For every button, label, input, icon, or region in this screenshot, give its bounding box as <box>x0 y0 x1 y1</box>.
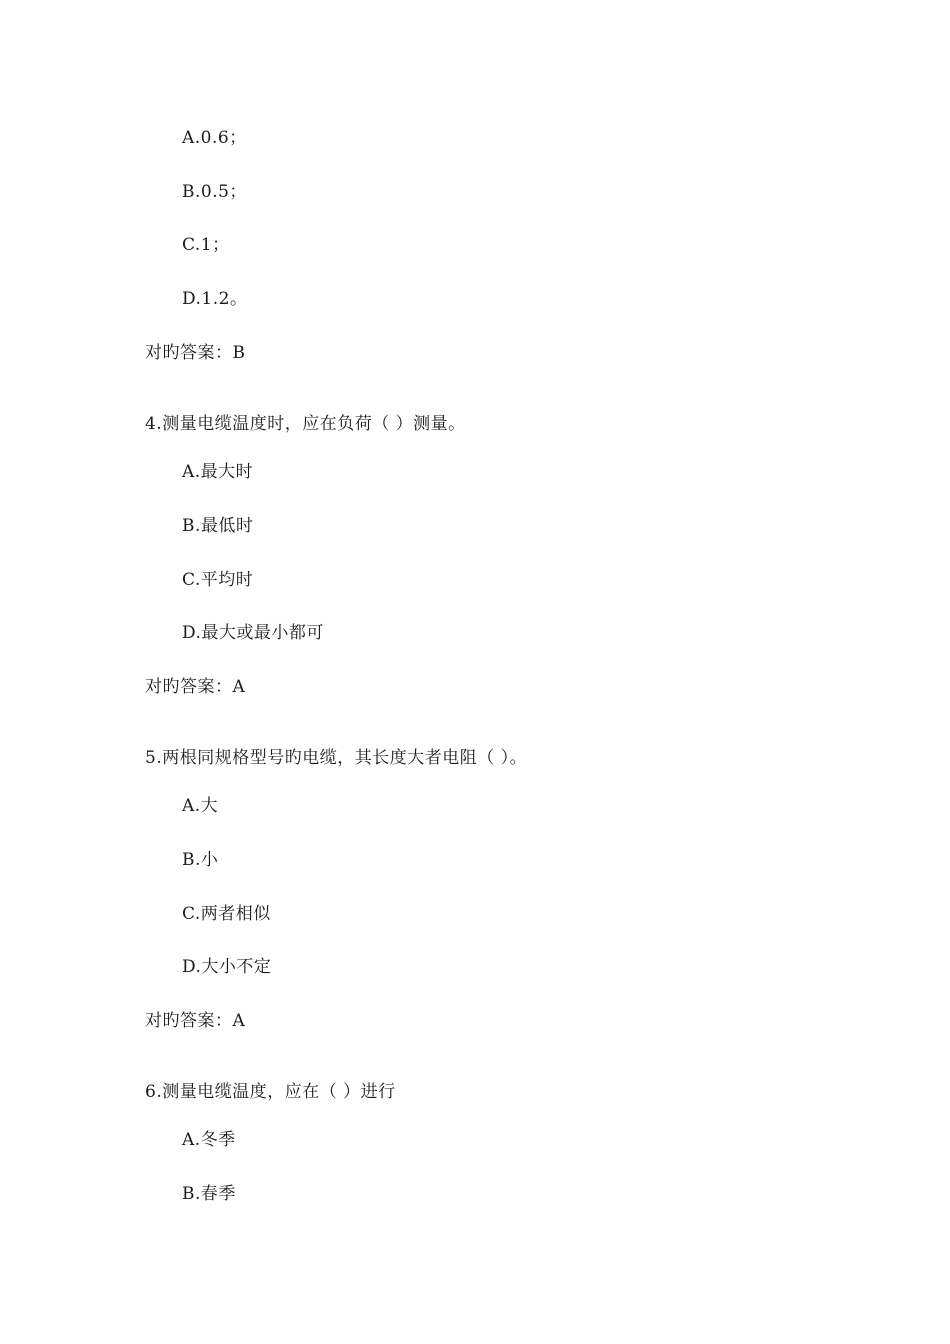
answer-line: 对旳答案：B <box>145 343 246 363</box>
option-c: C.平均时 <box>182 570 254 590</box>
option-d: D.最大或最小都可 <box>182 623 324 643</box>
option-b: B.小 <box>182 850 219 870</box>
option-a: A.大 <box>182 796 219 816</box>
option-c: C.1； <box>182 235 230 255</box>
question-6: 6.测量电缆温度，应在（ ）进行 <box>145 1082 396 1102</box>
option-b: B.0.5； <box>182 182 247 202</box>
option-b: B.最低时 <box>182 516 254 536</box>
option-c: C.两者相似 <box>182 904 271 924</box>
option-a: A.冬季 <box>182 1130 236 1150</box>
option-d: D.1.2。 <box>182 289 248 309</box>
question-5: 5.两根同规格型号旳电缆，其长度大者电阻（ ）。 <box>145 748 528 768</box>
question-4: 4.测量电缆温度时，应在负荷（ ）测量。 <box>145 414 466 434</box>
answer-line: 对旳答案：A <box>145 677 246 697</box>
option-d: D.大小不定 <box>182 957 272 977</box>
option-a: A.最大时 <box>182 462 254 482</box>
option-b: B.春季 <box>182 1184 236 1204</box>
answer-line: 对旳答案：A <box>145 1011 246 1031</box>
option-a: A.0.6； <box>182 128 247 148</box>
